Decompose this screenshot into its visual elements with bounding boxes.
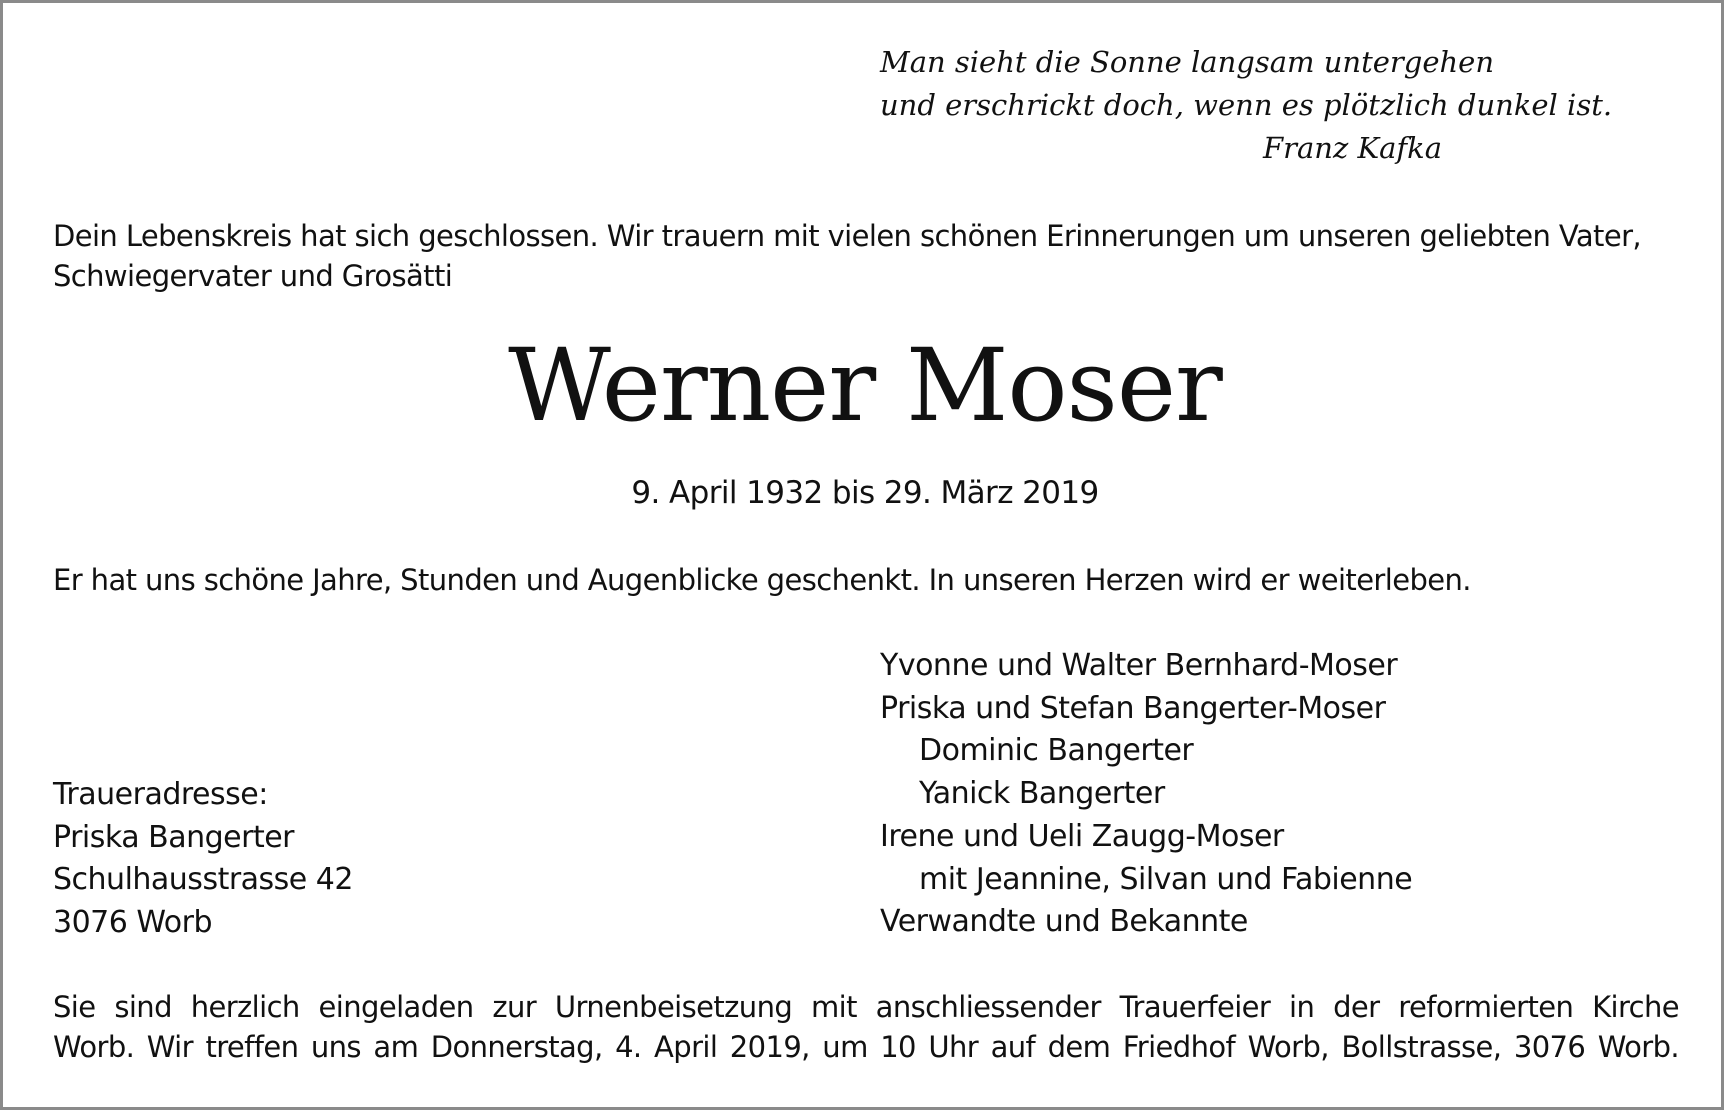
mourners-list <box>880 645 1412 944</box>
intro-line: Dein Lebenskreis hat sich geschlossen. Wir trauern mit vielen schönen Erinnerungen um unseren geliebten Vater, <box>53 219 1642 253</box>
mourning-address <box>53 774 353 944</box>
mourner-entry: Yvonne und Walter Bernhard-Moser <box>880 648 1398 683</box>
tribute-text: Er hat uns schöne Jahre, Stunden und Augenblicke geschenkt. In unseren Herzen wird er weiterleben. <box>53 563 1471 597</box>
quote-line: und erschrickt doch, wenn es plötzlich dunkel ist. <box>880 88 1613 122</box>
invitation-text <box>53 987 1679 1067</box>
deceased-name: Werner Moser <box>508 327 1222 444</box>
address-street: Schulhausstrasse 42 <box>53 862 353 897</box>
quote-line: Man sieht die Sonne langsam untergehen <box>880 45 1494 79</box>
invitation-line: Worb. Wir treffen uns am Donnerstag, 4. April 2019, um 10 Uhr auf dem Friedhof Worb, Bollstrasse, 3076 Worb. <box>53 1030 1679 1064</box>
mourner-entry: Verwandte und Bekannte <box>880 904 1248 940</box>
address-name: Priska Bangerter <box>53 819 294 855</box>
mourner-entry: Priska und Stefan Bangerter-Moser <box>880 690 1386 726</box>
address-city: 3076 Worb <box>53 904 213 940</box>
quote-author: Franz Kafka <box>1263 131 1442 165</box>
invitation-line: Sie sind herzlich eingeladen zur Urnenbeisetzung mit anschliessender Trauerfeier in der reformierten Kirche <box>53 990 1679 1024</box>
kafka-quote <box>880 41 1613 170</box>
mourner-entry: Irene und Ueli Zaugg-Moser <box>880 818 1284 854</box>
intro-text <box>53 216 1679 296</box>
mourner-entry: Yanick Bangerter <box>919 776 1165 812</box>
mourner-entry: mit Jeannine, Silvan und Fabienne <box>919 861 1413 897</box>
mourner-entry: Dominic Bangerter <box>919 733 1194 769</box>
life-dates: 9. April 1932 bis 29. März 2019 <box>631 475 1099 511</box>
address-heading: Traueradresse: <box>53 777 268 812</box>
intro-line: Schwiegervater und Grosätti <box>53 259 453 293</box>
